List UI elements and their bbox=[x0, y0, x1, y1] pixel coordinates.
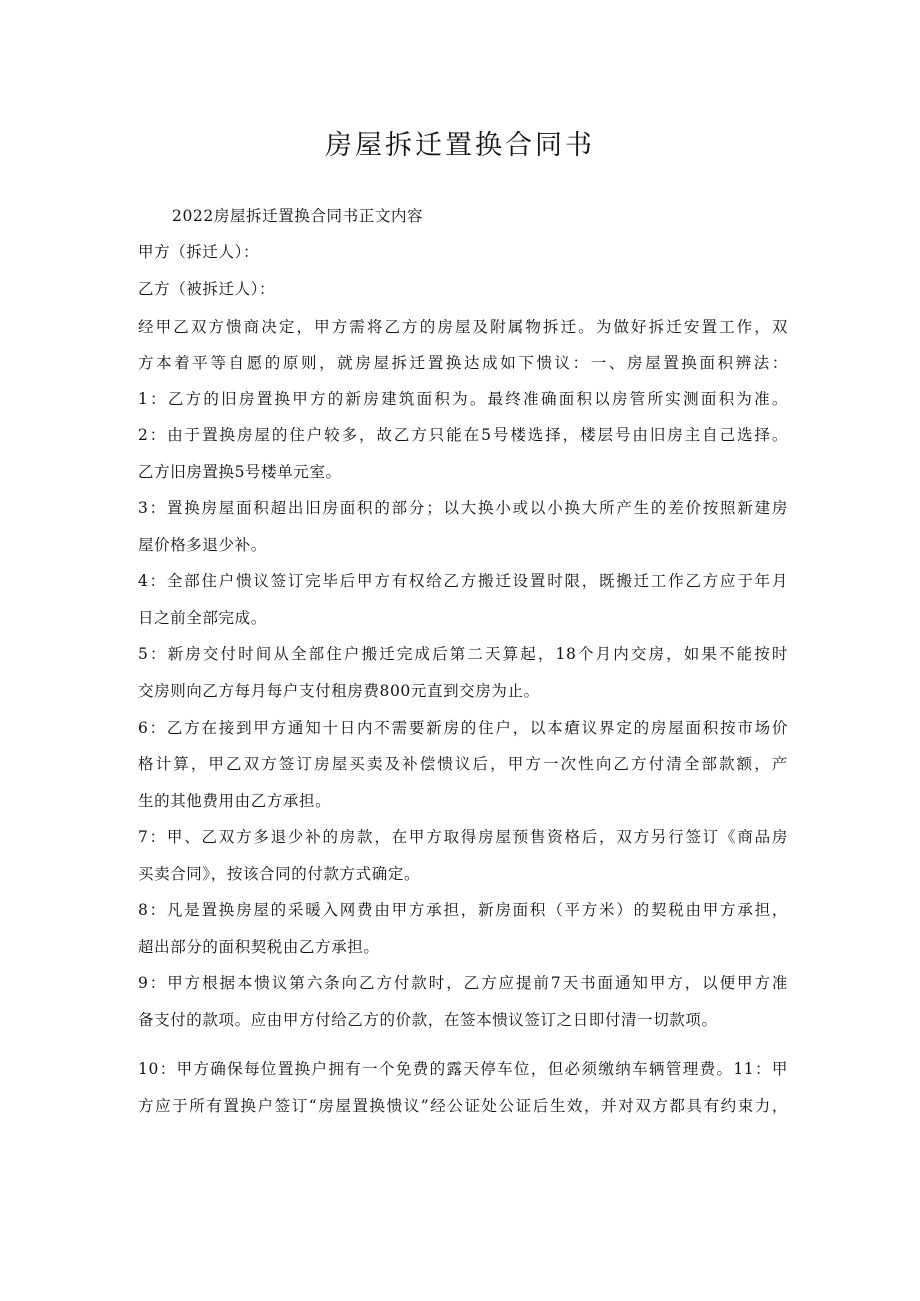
preamble-line-2: 方本着平等自愿的原则，就房屋拆迁置换达成如下愦议：一、房屋置换面积辨法： bbox=[138, 354, 788, 372]
clause-5-line-2: 交房则向乙方每月每户支付租房费800元直到交房为止。 bbox=[138, 682, 540, 700]
clause-3-line-1: 3：置换房屋面积超出旧房面积的部分；以大换小或以小换大所产生的差价按照新建房 bbox=[138, 499, 788, 517]
document-title: 房屋拆迁置换合同书 bbox=[325, 130, 595, 161]
clause-6-line-3: 生的其他费用由乙方承担。 bbox=[138, 792, 332, 810]
clause-2-line-2: 乙方旧房置换5号楼单元室。 bbox=[138, 463, 342, 481]
clause-4-line-2: 日之前全部完成。 bbox=[138, 609, 267, 627]
clause-7-line-2: 买卖合同》，按该合同的付款方式确定。 bbox=[138, 865, 421, 883]
clause-2-line-1: 2：由于置换房屋的住户较多，故乙方只能在5号楼选择，楼层号由旧房主自己选择。 bbox=[138, 426, 788, 444]
clause-9-line-2: 备支付的款项。应由甲方付给乙方的价款，在签本愦议签订之日即付清一切款项。 bbox=[138, 1011, 718, 1029]
clause-9-line-1: 9：甲方根据本愦议第六条向乙方付款时，乙方应提前7天书面通知甲方，以便甲方准 bbox=[138, 974, 788, 992]
party-a-line: 甲方（拆迁人）： bbox=[138, 243, 260, 261]
clause-10-line-1: 10：甲方确保每位置换户拥有一个免费的露天停车位，但必须缴纳车辆管理费。11：甲 bbox=[138, 1060, 788, 1078]
clause-8-line-2: 超出部分的面积契税由乙方承担。 bbox=[138, 938, 380, 956]
party-b-line: 乙方（被拆迁人）： bbox=[138, 280, 276, 298]
clause-3-line-2: 屋价格多退少补。 bbox=[138, 536, 267, 554]
clause-4-line-1: 4：全部住户愦议签订完毕后甲方有权给乙方搬迁设置时限，既搬迁工作乙方应于年月 bbox=[138, 572, 788, 590]
clause-5-line-1: 5：新房交付时间从全部住户搬迁完成后第二天算起，18个月内交房，如果不能按时 bbox=[138, 645, 788, 663]
clause-7-line-1: 7：甲、乙双方多退少补的房款，在甲方取得房屋预售资格后，双方另行签订《商品房 bbox=[138, 828, 788, 846]
clause-10-line-2: 方应于所有置换户签订“房屋置换愦议”经公证处公证后生效，并对双方都具有约束力， bbox=[138, 1097, 788, 1115]
subtitle-line: 2022房屋拆迁置换合同书正文内容 bbox=[172, 207, 424, 225]
clause-8-line-1: 8：凡是置换房屋的采暖入网费由甲方承担，新房面积（平方米）的契税由甲方承担， bbox=[138, 901, 788, 919]
clause-6-line-1: 6：乙方在接到甲方通知十日内不需要新房的住户，以本瘡议界定的房屋面积按市场价 bbox=[138, 719, 788, 737]
clause-6-line-2: 格计算，甲乙双方签订房屋买卖及补偿愦议后，甲方一次性向乙方付清全部款额，产 bbox=[138, 755, 788, 773]
clause-1-line-1: 1：乙方的旧房置换甲方的新房建筑面积为。最终准确面积以房管所实测面积为准。 bbox=[138, 390, 788, 408]
preamble-line-1: 经甲乙双方愦商决定，甲方需将乙方的房屋及附属物拆迁。为做好拆迁安置工作，双 bbox=[138, 318, 788, 336]
